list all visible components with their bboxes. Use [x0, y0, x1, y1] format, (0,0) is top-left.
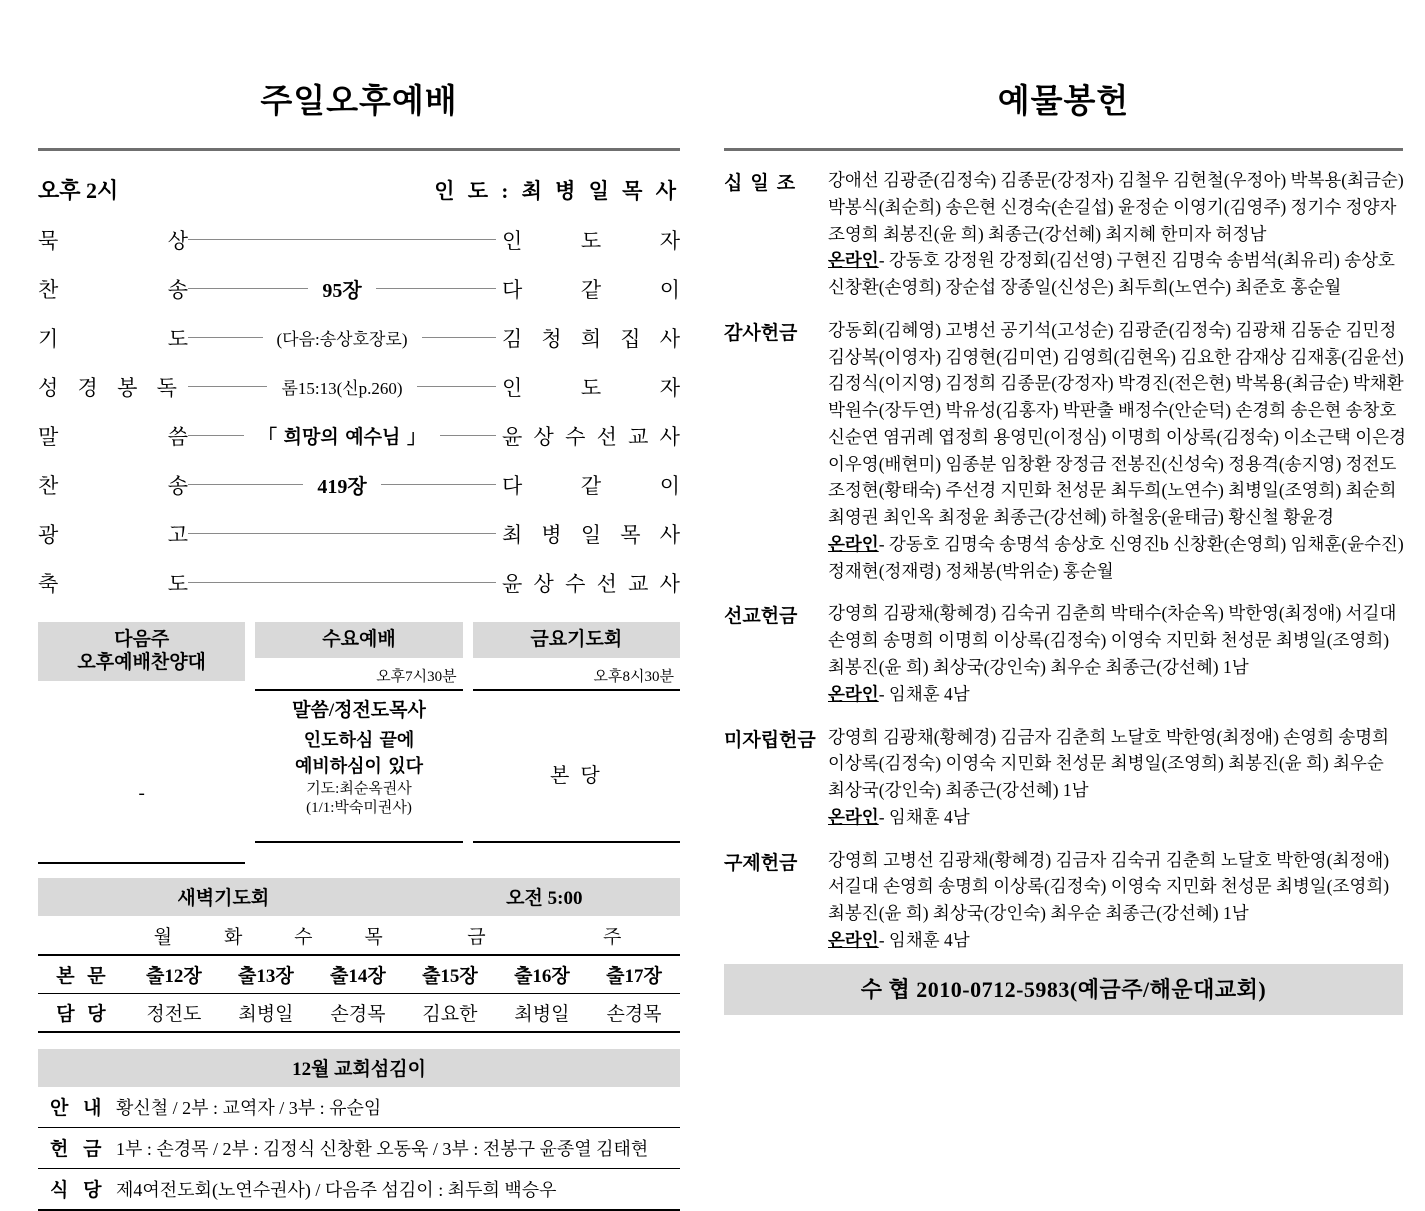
worship-order-row — [38, 471, 680, 498]
leader-line — [188, 337, 263, 338]
online-tag: 온라인 — [828, 806, 879, 827]
offering-name-line: 강영희 김광채(황혜경) 김금자 김춘희 노달호 박한영(최정애) 손영희 송명희 — [828, 726, 1390, 747]
worship-order-person — [496, 568, 680, 598]
leader-line — [381, 484, 496, 485]
offering-name-list — [828, 167, 1404, 301]
service-card-header — [38, 622, 245, 681]
dawn-row-label: 담 당 — [38, 994, 128, 1033]
wednesday-prayer: 기도:최순옥권사 — [306, 781, 412, 798]
service-card-header — [255, 622, 462, 658]
friday-location: 본 당 — [550, 765, 603, 788]
dawn-prayer-table — [38, 878, 680, 956]
service-card-body — [255, 691, 462, 843]
offering-name-line: 조영희 최봉진(윤 희) 최종근(강선혜) 최지혜 한미자 허정남 — [828, 223, 1267, 244]
person-char: 사 — [659, 326, 680, 351]
dawn-prayer-section — [38, 878, 680, 1033]
person-char: 이 — [659, 277, 680, 302]
offering-name-line: 이우영(배현미) 임종분 임창환 장정금 전봉진(신성숙) 정용격(송지영) 정전도 — [828, 453, 1397, 474]
offering-name-line: 최상국(강인숙) 최종근(강선혜) 1남 — [828, 780, 1089, 801]
page-title-worship: 주일오후예배 — [260, 84, 458, 120]
person-char: 병 — [541, 522, 562, 547]
offering-name-line: 서길대 손영희 송명희 이상록(김정숙) 이영숙 지민화 천성문 최병일(조영희) — [828, 876, 1390, 897]
person-char: 같 — [580, 277, 602, 302]
person-char: 도 — [580, 375, 602, 400]
dawn-day-header: 화 — [198, 916, 268, 955]
offering-block — [724, 167, 1403, 301]
worship-order-value-area — [188, 470, 496, 499]
leader-line — [188, 239, 496, 240]
person-char: 다 — [502, 473, 523, 498]
worship-order-value-area — [188, 422, 496, 449]
worship-order-label: 말 씀 — [38, 424, 188, 449]
december-helper-label: 안 내 — [50, 1098, 107, 1120]
person-char: 최 — [502, 522, 523, 547]
person-char: 교 — [628, 571, 649, 596]
worship-order-list — [38, 174, 680, 596]
offering-name-list — [828, 847, 1403, 954]
service-card-body — [38, 712, 245, 864]
offering-online-line: 정재현(정재령) 정채봉(박위순) 홍순월 — [828, 560, 1114, 581]
service-card-header-line1: 수요예배 — [322, 629, 396, 650]
leader-line — [188, 386, 267, 387]
online-tag: 온라인 — [828, 533, 879, 554]
worship-order-label: 찬 송 — [38, 277, 188, 302]
worship-order-person — [496, 519, 680, 549]
bank-account-bar: 수 협 2010-0712-5983(예금주/해운대교회) — [724, 964, 1403, 1015]
offering-online-line: 신창환(손영희) 장순섭 장종일(신성은) 최두희(노연수) 최준호 홍순월 — [828, 277, 1342, 298]
offering-block — [724, 724, 1403, 831]
offering-online-line: 온라인- 강동호 강정원 강정회(김선영) 구현진 김명숙 송범석(최유리) 송상호 — [828, 250, 1395, 271]
dawn-prayer-time: 오전 5:00 — [409, 878, 680, 916]
wednesday-sermon-line2: 예비하심이 있다 — [295, 755, 423, 777]
leader-line — [188, 484, 303, 485]
offering-online-line: 온라인- 임채훈 4남 — [828, 683, 970, 704]
worship-order-label: 축 도 — [38, 571, 188, 596]
offering-name-line: 최봉진(윤 희) 최상국(강인숙) 최우순 최종근(강선혜) 1남 — [828, 903, 1249, 924]
worship-order-row — [38, 324, 680, 351]
worship-order-person — [496, 225, 680, 255]
worship-order-value-area — [188, 374, 496, 399]
right-column — [712, 0, 1425, 1160]
dawn-row-cell: 손경목 — [312, 994, 404, 1033]
service-card-header-line1: 다음주 — [114, 629, 170, 650]
service-card-header-line1: 금요기도회 — [530, 629, 623, 650]
dawn-day-header: 목 — [338, 916, 408, 955]
offering-category-label: 십일조 — [724, 173, 804, 194]
service-cards — [38, 622, 680, 864]
worship-order-row — [38, 373, 680, 400]
dawn-row-cell: 출13장 — [220, 956, 312, 994]
dawn-prayer-days-row — [38, 916, 680, 955]
offering-name-line: 강영희 고병선 김광채(황혜경) 김금자 김숙귀 김춘희 노달호 박한영(최정애) — [828, 849, 1390, 870]
worship-order-value-area — [188, 274, 496, 303]
online-tag: 온라인 — [828, 250, 879, 271]
offering-title-divider — [724, 148, 1403, 151]
person-char: 상 — [533, 424, 554, 449]
worship-order-rows — [38, 226, 680, 596]
dawn-day-header: 주 — [544, 916, 680, 955]
dawn-day-header: 금 — [409, 916, 545, 955]
person-char: 희 — [580, 326, 602, 351]
page-title-offering: 예물봉헌 — [997, 84, 1130, 120]
dawn-prayer-row — [38, 956, 680, 994]
offering-name-line: 조정현(황태숙) 주선경 지민화 천성문 최두희(노연수) 최병일(조영희) 최순희 — [828, 480, 1397, 501]
december-helpers-rows — [38, 1087, 680, 1211]
leader-line — [376, 288, 496, 289]
worship-order-value-area — [188, 533, 496, 534]
offering-name-line: 최영권 최인옥 최정윤 최종근(강선혜) 하철웅(윤태금) 황신철 황윤경 — [828, 507, 1334, 528]
service-card-dash: - — [138, 783, 145, 805]
dawn-row-cell: 최병일 — [220, 994, 312, 1033]
offering-online-line: 온라인- 임채훈 4남 — [828, 929, 970, 950]
dawn-row-label: 본 문 — [38, 956, 128, 994]
offering-name-line: 강동회(김혜영) 고병선 공기석(고성순) 김광준(김정숙) 김광채 김동순 김민정 — [828, 319, 1397, 340]
service-card-time: 오후7시30분 — [255, 658, 462, 691]
offering-online-line: 온라인- 강동호 김명숙 송명석 송상호 신영진b 신창환(손영희) 임채훈(윤수진) — [828, 533, 1404, 554]
dawn-prayer-body — [38, 956, 680, 1033]
worship-order-row — [38, 422, 680, 449]
worship-order-value: 「 희망의 예수님 」 — [258, 426, 426, 448]
offering-name-line: 신순연 염귀례 엽정희 용영민(이정심) 이명희 이상록(김정숙) 이소근택 이은경 — [828, 426, 1406, 447]
person-char: 이 — [659, 473, 680, 498]
service-card-time — [38, 681, 245, 712]
dawn-prayer-title: 새벽기도회 — [38, 878, 409, 916]
offering-category-label: 구제헌금 — [724, 852, 798, 874]
worship-order-person — [496, 470, 680, 500]
person-char: 자 — [659, 375, 680, 400]
worship-order-label: 찬 송 — [38, 473, 188, 498]
leader-line — [188, 288, 308, 289]
person-char: 사 — [659, 522, 680, 547]
offering-name-list — [828, 724, 1403, 831]
offering-category-label: 미자립헌금 — [724, 729, 816, 751]
dawn-prayer-row — [38, 994, 680, 1033]
worship-order-label: 묵 상 — [38, 228, 188, 253]
person-char: 김 — [502, 326, 523, 351]
service-card-time: 오후8시30분 — [473, 658, 680, 691]
person-char: 수 — [565, 424, 586, 449]
person-char: 인 — [502, 228, 523, 253]
offering-category-label: 감사헌금 — [724, 322, 798, 344]
dawn-prayer-header-row — [38, 878, 680, 916]
person-char: 사 — [659, 424, 680, 449]
december-helper-row — [38, 1087, 680, 1128]
offering-name-line: 강애선 김광준(김정숙) 김종문(강정자) 김철우 김현철(우정아) 박복용(최금순) — [828, 170, 1404, 190]
offering-block — [724, 847, 1403, 954]
online-tag: 온라인 — [828, 929, 879, 950]
worship-order-person — [496, 274, 680, 304]
person-char: 사 — [659, 571, 680, 596]
dawn-row-cell: 김요한 — [404, 994, 496, 1033]
worship-order-row — [38, 520, 680, 547]
left-column — [0, 0, 712, 1202]
offering-name-list — [828, 600, 1403, 707]
worship-order-label: 기 도 — [38, 326, 188, 351]
service-card-next-week-choir — [38, 622, 245, 864]
december-helper-row — [38, 1128, 680, 1169]
person-char: 다 — [502, 277, 523, 302]
leader-line — [188, 533, 496, 534]
worship-order-value-area — [188, 325, 496, 350]
wednesday-prayer-next: (1/1:박숙미권사) — [306, 800, 412, 817]
dawn-day-header: 월 — [128, 916, 198, 955]
person-char: 집 — [620, 326, 641, 351]
person-char: 자 — [659, 228, 680, 253]
worship-order-value: (다음:송상호장로) — [276, 330, 408, 349]
december-helpers-title: 12월 교회섬김이 — [38, 1049, 680, 1087]
offering-name-line: 김상복(이영자) 김영현(김미연) 김영희(김현옥) 김요한 감재상 김재홍(김윤선) — [828, 346, 1404, 367]
dawn-row-cell: 정전도 — [128, 994, 220, 1033]
person-char: 수 — [565, 571, 586, 596]
dawn-row-cell: 출16장 — [496, 956, 588, 994]
dawn-row-cell: 손경목 — [588, 994, 680, 1033]
december-helper-value: 1부 : 손경목 / 2부 : 김정식 신창환 오동욱 / 3부 : 전봉구 윤종열 김태현 — [116, 1138, 649, 1159]
online-tag: 온라인 — [828, 683, 879, 704]
wednesday-sermon-line1: 인도하심 끝에 — [303, 729, 415, 751]
person-char: 같 — [580, 473, 602, 498]
dawn-row-cell: 출12장 — [128, 956, 220, 994]
person-char: 상 — [533, 571, 554, 596]
person-char: 인 — [502, 375, 523, 400]
person-char: 목 — [620, 522, 641, 547]
service-card-body — [473, 691, 680, 843]
worship-leader: 인 도 : 최 병 일 목 사 — [434, 179, 680, 203]
leader-line — [417, 386, 496, 387]
person-char: 교 — [628, 424, 649, 449]
worship-order-label: 광 고 — [38, 522, 188, 547]
worship-order-row — [38, 569, 680, 596]
worship-order-value: 419장 — [317, 476, 367, 498]
worship-time-row — [38, 174, 680, 205]
person-char: 일 — [580, 522, 602, 547]
person-char: 청 — [541, 326, 562, 351]
dawn-days-spacer — [38, 916, 128, 955]
service-card-wednesday — [255, 622, 462, 864]
wednesday-preacher: 말씀/정전도목사 — [292, 700, 426, 722]
worship-time: 오후 2시 — [38, 178, 119, 203]
december-helper-label: 헌 금 — [50, 1139, 107, 1161]
offering-name-line: 손영희 송명희 이명희 이상록(김정숙) 이영숙 지민화 천성문 최병일(조영희) — [828, 630, 1390, 651]
leader-line — [188, 435, 244, 436]
worship-order-value-area — [188, 239, 496, 240]
person-char: 선 — [596, 424, 617, 449]
offering-block — [724, 317, 1406, 585]
december-helpers-section — [38, 1049, 680, 1211]
offering-name-line: 최봉진(윤 희) 최상국(강인숙) 최우순 최종근(강선혜) 1남 — [828, 657, 1249, 678]
person-char: 윤 — [502, 571, 523, 596]
worship-order-value-area — [188, 582, 496, 583]
service-card-header — [473, 622, 680, 658]
leader-line — [422, 337, 497, 338]
dawn-row-cell: 출14장 — [312, 956, 404, 994]
leader-line — [188, 582, 496, 583]
offering-name-line: 김정식(이지영) 김정희 김종문(강정자) 박경진(전은현) 박복용(최금순) 박채환 — [828, 373, 1404, 394]
december-helper-value: 제4여전도회(노연수권사) / 다음주 섬김이 : 최두희 백승우 — [116, 1179, 557, 1200]
december-helper-value: 황신철 / 2부 : 교역자 / 3부 : 유순임 — [116, 1097, 382, 1118]
offering-name-list — [828, 317, 1406, 585]
leader-line — [440, 435, 496, 436]
worship-order-label: 성 경 봉 독 — [38, 375, 184, 400]
service-card-header-line2: 오후예배찬양대 — [77, 652, 206, 674]
dawn-row-cell: 출17장 — [588, 956, 680, 994]
worship-order-value: 롬15:13(신p.260) — [281, 379, 403, 398]
worship-order-person — [496, 372, 680, 402]
person-char: 선 — [596, 571, 617, 596]
service-card-friday — [473, 622, 680, 864]
offering-name-line: 강영희 김광채(황혜경) 김숙귀 김춘희 박태수(차순옥) 박한영(최정애) 서길대 — [828, 603, 1397, 624]
worship-order-person — [496, 421, 680, 451]
dawn-row-cell: 출15장 — [404, 956, 496, 994]
offering-block — [724, 600, 1403, 707]
offering-category-label: 선교헌금 — [724, 606, 798, 628]
offering-online-line: 온라인- 임채훈 4남 — [828, 806, 970, 827]
worship-order-row — [38, 226, 680, 253]
person-char: 윤 — [502, 424, 523, 449]
worship-order-row — [38, 275, 680, 302]
offering-name-line: 박원수(장두연) 박유성(김홍자) 박판출 배정수(안순덕) 손경희 송은현 송창호 — [828, 400, 1397, 421]
offering-name-line: 이상록(김정숙) 이영숙 지민화 천성문 최병일(조영희) 최봉진(윤 희) 최우순 — [828, 753, 1384, 774]
dawn-day-header: 수 — [268, 916, 338, 955]
december-helper-row — [38, 1169, 680, 1211]
december-helper-label: 식 당 — [50, 1180, 107, 1202]
offering-blocks — [724, 167, 1406, 954]
dawn-row-cell: 최병일 — [496, 994, 588, 1033]
title-divider — [38, 148, 680, 151]
offering-name-line: 박봉식(최순희) 송은현 신경숙(손길섭) 윤정순 이영기(김영주) 정기수 정양자 — [828, 196, 1397, 217]
worship-order-person — [496, 323, 680, 353]
worship-order-value: 95장 — [322, 280, 362, 302]
person-char: 도 — [580, 228, 602, 253]
